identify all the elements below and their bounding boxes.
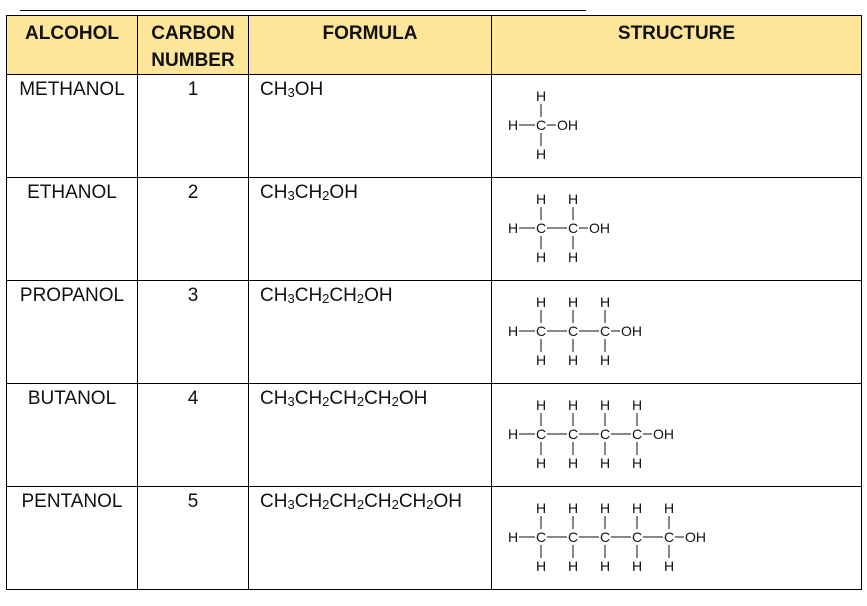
alcohol-name: METHANOL: [7, 75, 138, 178]
alcohol-name: PROPANOL: [7, 281, 138, 384]
hydrogen-atom: H: [536, 500, 547, 516]
structure-cell: [492, 384, 862, 487]
hydrogen-atom: H: [568, 352, 579, 368]
hydrogen-atom: H: [568, 397, 579, 413]
hydrogen-atom: H: [536, 397, 547, 413]
alcohol-name: PENTANOL: [7, 487, 138, 590]
structure-cell: [492, 75, 862, 178]
table-row: [7, 281, 862, 384]
molecular-formula: $CH_3OH$: [249, 75, 492, 178]
carbon-number: 5: [138, 487, 249, 590]
carbon-atom: C: [536, 117, 547, 133]
hydrogen-atom: H: [600, 500, 611, 516]
hydrogen-atom: H: [536, 146, 547, 162]
hydrogen-atom: H: [536, 88, 547, 104]
hydrogen-atom: H: [508, 426, 519, 442]
hydrogen-atom: H: [508, 323, 519, 339]
table-row: [7, 75, 862, 178]
structure-cell: [492, 487, 862, 590]
hydrogen-atom: H: [568, 558, 579, 574]
hydrogen-atom: H: [632, 558, 643, 574]
hydrogen-atom: H: [600, 397, 611, 413]
carbon-atom: C: [568, 323, 579, 339]
carbon-atom: C: [568, 426, 579, 442]
alcohol-name: ETHANOL: [7, 178, 138, 281]
hydrogen-atom: H: [600, 558, 611, 574]
hydrogen-atom: H: [600, 294, 611, 310]
molecular-formula: $CH_3CH_2CH_2OH$: [249, 281, 492, 384]
table-row: [7, 178, 862, 281]
carbon-atom: C: [664, 529, 675, 545]
carbon-atom: C: [536, 529, 547, 545]
hydroxyl-group: OH: [557, 117, 578, 133]
hydrogen-atom: H: [568, 455, 579, 471]
hydrogen-atom: H: [568, 249, 579, 265]
carbon-atom: C: [536, 220, 547, 236]
carbon-number: 3: [138, 281, 249, 384]
table-row: [7, 384, 862, 487]
hydrogen-atom: H: [632, 397, 643, 413]
alcohol-name: BUTANOL: [7, 384, 138, 487]
hydrogen-atom: H: [600, 455, 611, 471]
structural-formula-diagram: [498, 79, 630, 171]
molecular-formula: $CH_3CH_2CH_2CH_2OH$: [249, 384, 492, 487]
structure-cell: [492, 178, 862, 281]
hydroxyl-group: OH: [653, 426, 674, 442]
structural-formula-diagram: [498, 285, 694, 377]
hydrogen-atom: H: [508, 220, 519, 236]
hydrogen-atom: H: [536, 191, 547, 207]
hydrogen-atom: H: [508, 117, 519, 133]
hydroxyl-group: OH: [621, 323, 642, 339]
header-carbon-number: CARBON NUMBER: [138, 16, 249, 75]
hydrogen-atom: H: [536, 558, 547, 574]
carbon-number: 4: [138, 384, 249, 487]
header-structure: STRUCTURE: [492, 16, 862, 75]
carbon-atom: C: [568, 220, 579, 236]
structure-cell: [492, 281, 862, 384]
hydroxyl-group: OH: [589, 220, 610, 236]
hydrogen-atom: H: [508, 529, 519, 545]
hydrogen-atom: H: [600, 352, 611, 368]
hydrogen-atom: H: [568, 294, 579, 310]
hydrogen-atom: H: [632, 500, 643, 516]
carbon-atom: C: [632, 529, 643, 545]
carbon-atom: C: [632, 426, 643, 442]
hydrogen-atom: H: [536, 249, 547, 265]
header-formula: FORMULA: [249, 16, 492, 75]
carbon-atom: C: [536, 426, 547, 442]
hydrogen-atom: H: [568, 500, 579, 516]
header-alcohol: ALCOHOL: [7, 16, 138, 75]
structural-formula-diagram: [498, 388, 726, 480]
hydrogen-atom: H: [536, 455, 547, 471]
alcohol-table: [6, 15, 862, 590]
carbon-atom: C: [600, 529, 611, 545]
top-rule: [20, 10, 586, 11]
header-row: [7, 16, 862, 75]
hydroxyl-group: OH: [685, 529, 706, 545]
hydrogen-atom: H: [664, 500, 675, 516]
carbon-number: 2: [138, 178, 249, 281]
molecular-formula: $CH_3CH_2OH$: [249, 178, 492, 281]
hydrogen-atom: H: [536, 294, 547, 310]
hydrogen-atom: H: [664, 558, 675, 574]
carbon-number: 1: [138, 75, 249, 178]
carbon-atom: C: [536, 323, 547, 339]
hydrogen-atom: H: [568, 191, 579, 207]
table-row: [7, 487, 862, 590]
carbon-atom: C: [600, 426, 611, 442]
structural-formula-diagram: [498, 491, 758, 583]
hydrogen-atom: H: [536, 352, 547, 368]
structural-formula-diagram: [498, 182, 662, 274]
hydrogen-atom: H: [632, 455, 643, 471]
molecular-formula: $CH_3CH_2CH_2CH_2CH_2OH$: [249, 487, 492, 590]
carbon-atom: C: [568, 529, 579, 545]
carbon-atom: C: [600, 323, 611, 339]
